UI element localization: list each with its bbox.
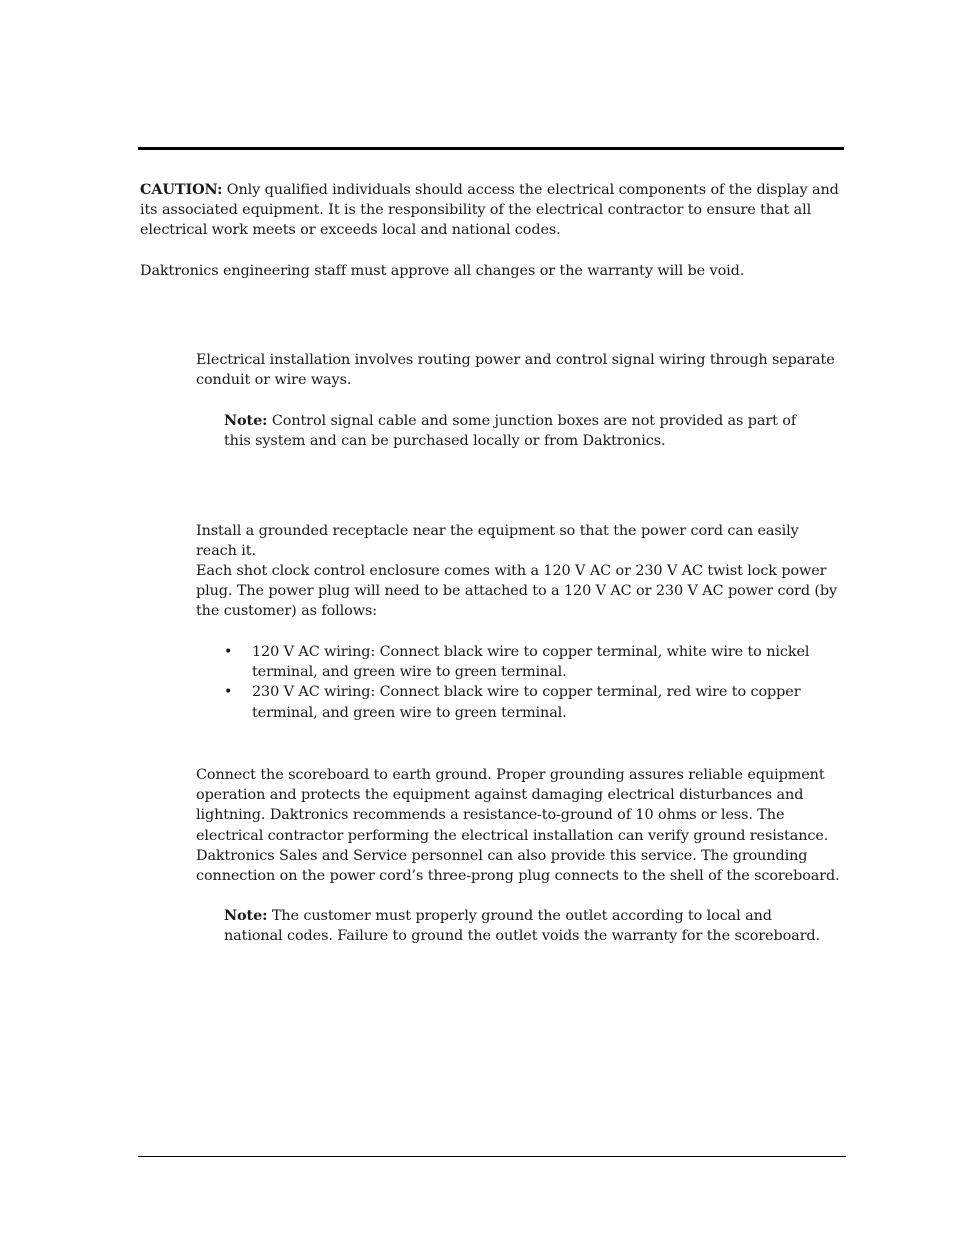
note-label: Note: bbox=[224, 412, 268, 429]
power-plug-paragraph: Each shot clock control enclosure comes with a 120 V AC or 230 V AC twist lock power plug. The power plug will need to be attached to a 120 V AC or 230 V AC power cord (by the customer) as follows: bbox=[196, 563, 838, 620]
receptacle-paragraph: Install a grounded receptacle near the equipment so that the power cord can easily reach it. bbox=[196, 523, 799, 560]
signal-cable-note bbox=[224, 411, 824, 451]
note-text: Control signal cable and some junction boxes are not provided as part of this system and can be purchased locally or from Daktronics. bbox=[224, 413, 797, 450]
grounding-paragraph: Connect the scoreboard to earth ground. Proper grounding assures reliable equipment operation and protects the equipment against damaging electrical disturbances and lightning. Daktronics recommends a resistance-to-ground of 10 ohms or less. The electrical contractor performing the electrical installation can verify ground resistance. Daktronics Sales and Service personnel can also provide this service. The grounding connection on the power cord’s three-prong plug connects to the shell of the scoreboard. bbox=[196, 767, 840, 885]
list-item-text: 120 V AC wiring: Connect black wire to copper terminal, white wire to nickel terminal, and green wire to green terminal. bbox=[252, 644, 810, 681]
caution-paragraph bbox=[140, 180, 845, 241]
header-rule bbox=[138, 147, 844, 150]
grounding-note bbox=[224, 906, 824, 946]
footer-rule bbox=[138, 1156, 846, 1157]
caution-text: Only qualified individuals should access the electrical components of the display and its associated equipment. It is the responsibility of the electrical contractor to ensure that all electrical work meets or exceeds local and national codes. bbox=[140, 182, 839, 239]
list-item bbox=[224, 682, 846, 722]
note-label: Note: bbox=[224, 907, 268, 924]
bullet-icon: • bbox=[224, 644, 233, 660]
wiring-list bbox=[224, 642, 846, 723]
list-item bbox=[224, 642, 846, 682]
list-item-text: 230 V AC wiring: Connect black wire to copper terminal, red wire to copper terminal, and green wire to green terminal. bbox=[252, 684, 801, 721]
caution-label: CAUTION: bbox=[140, 181, 223, 198]
warranty-paragraph: Daktronics engineering staff must approve all changes or the warranty will be void. bbox=[140, 263, 745, 279]
bullet-icon: • bbox=[224, 684, 233, 701]
note-text: The customer must properly ground the outlet according to local and national codes. Failure to ground the outlet voids the warranty for the scoreboard. bbox=[224, 908, 820, 945]
intro-paragraph: Electrical installation involves routing power and control signal wiring through separate conduit or wire ways. bbox=[196, 352, 835, 389]
